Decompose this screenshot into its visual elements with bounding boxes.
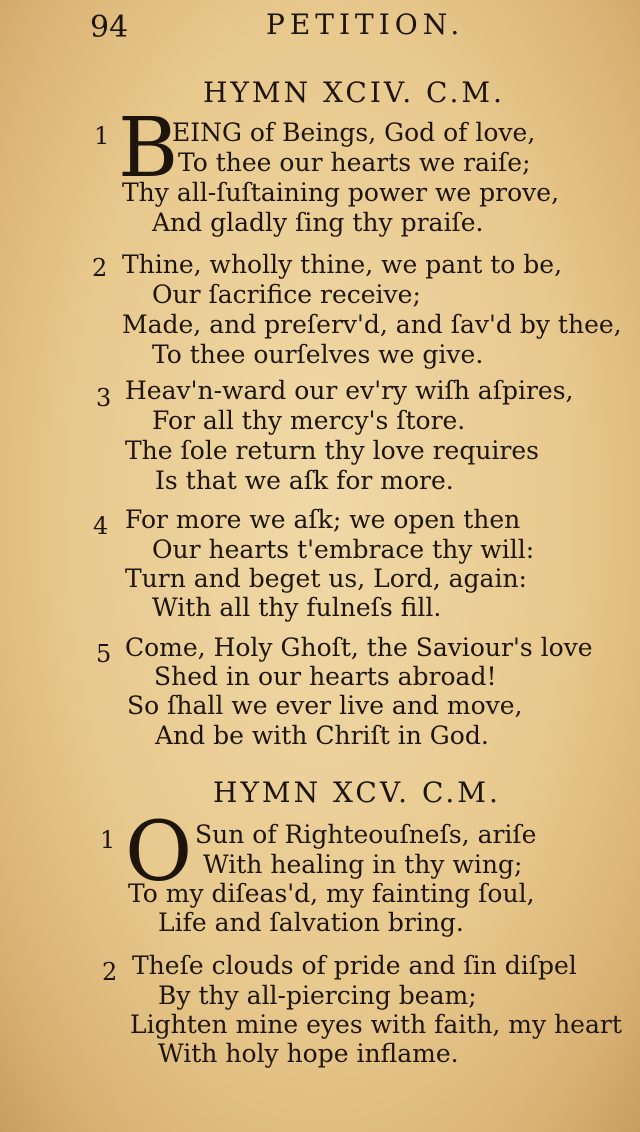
hymn-line: Made, and preſerv'd, and ſav'd by thee, <box>122 310 622 339</box>
hymn-line: Life and ſalvation bring. <box>158 908 464 937</box>
stanza-number: 3 <box>96 384 112 412</box>
hymn-line: Theſe clouds of pride and ſin diſpel <box>132 951 577 980</box>
hymn-line: To my diſeas'd, my fainting ſoul, <box>128 879 535 908</box>
hymn-line: To thee ourſelves we give. <box>152 340 484 369</box>
hymn-line: By thy all-piercing beam; <box>158 981 477 1010</box>
hymn-line: For all thy mercy's ſtore. <box>152 406 466 435</box>
hymn-line: Thine, wholly thine, we pant to be, <box>122 250 563 279</box>
hymn-line: The ſole return thy love requires <box>125 436 540 465</box>
hymn-line: Is that we aſk for more. <box>155 466 454 495</box>
hymn-line: For more we aſk; we open then <box>125 505 521 534</box>
hymn-line: And gladly ſing thy praiſe. <box>152 208 484 237</box>
hymn-line: So ſhall we ever live and move, <box>127 691 523 720</box>
running-head: PETITION. <box>266 8 465 41</box>
hymn-line: Heav'n-ward our ev'ry wiſh aſpires, <box>125 376 574 405</box>
stanza-number: 5 <box>96 640 112 668</box>
stanza-number: 1 <box>100 826 116 854</box>
hymn-line: Turn and beget us, Lord, again: <box>125 564 527 593</box>
drop-cap: O <box>125 805 193 900</box>
hymn-line: Shed in our hearts abroad! <box>154 662 497 691</box>
stanza-number: 2 <box>92 254 108 282</box>
hymn-line: Lighten mine eyes with faith, my heart <box>130 1010 622 1039</box>
hymn-line: Sun of Righteouſneſs, ariſe <box>195 820 537 849</box>
hymn-line: Our ſacrifice receive; <box>152 280 421 309</box>
hymn-title: HYMN XCV. C.M. <box>213 776 501 809</box>
hymn-line: Come, Holy Ghoſt, the Saviour's love <box>125 633 593 662</box>
hymn-line: With healing in thy wing; <box>203 850 523 879</box>
hymn-line: With all thy fulneſs fill. <box>152 593 442 622</box>
hymn-line: To thee our hearts we raiſe; <box>178 148 531 177</box>
hymn-line: With holy hope inflame. <box>158 1039 459 1068</box>
stanza-number: 2 <box>102 958 118 986</box>
stanza-number: 1 <box>94 122 110 150</box>
hymn-line: EING of Beings, God of love, <box>172 118 536 147</box>
page-number: 94 <box>90 10 129 45</box>
hymn-line: And be with Chriſt in God. <box>155 721 489 750</box>
hymn-line: Thy all-ſuſtaining power we prove, <box>122 178 560 207</box>
drop-cap: B <box>118 101 179 196</box>
hymn-title: HYMN XCIV. C.M. <box>203 76 505 109</box>
stanza-number: 4 <box>93 512 109 540</box>
hymn-line: Our hearts t'embrace thy will: <box>152 535 535 564</box>
